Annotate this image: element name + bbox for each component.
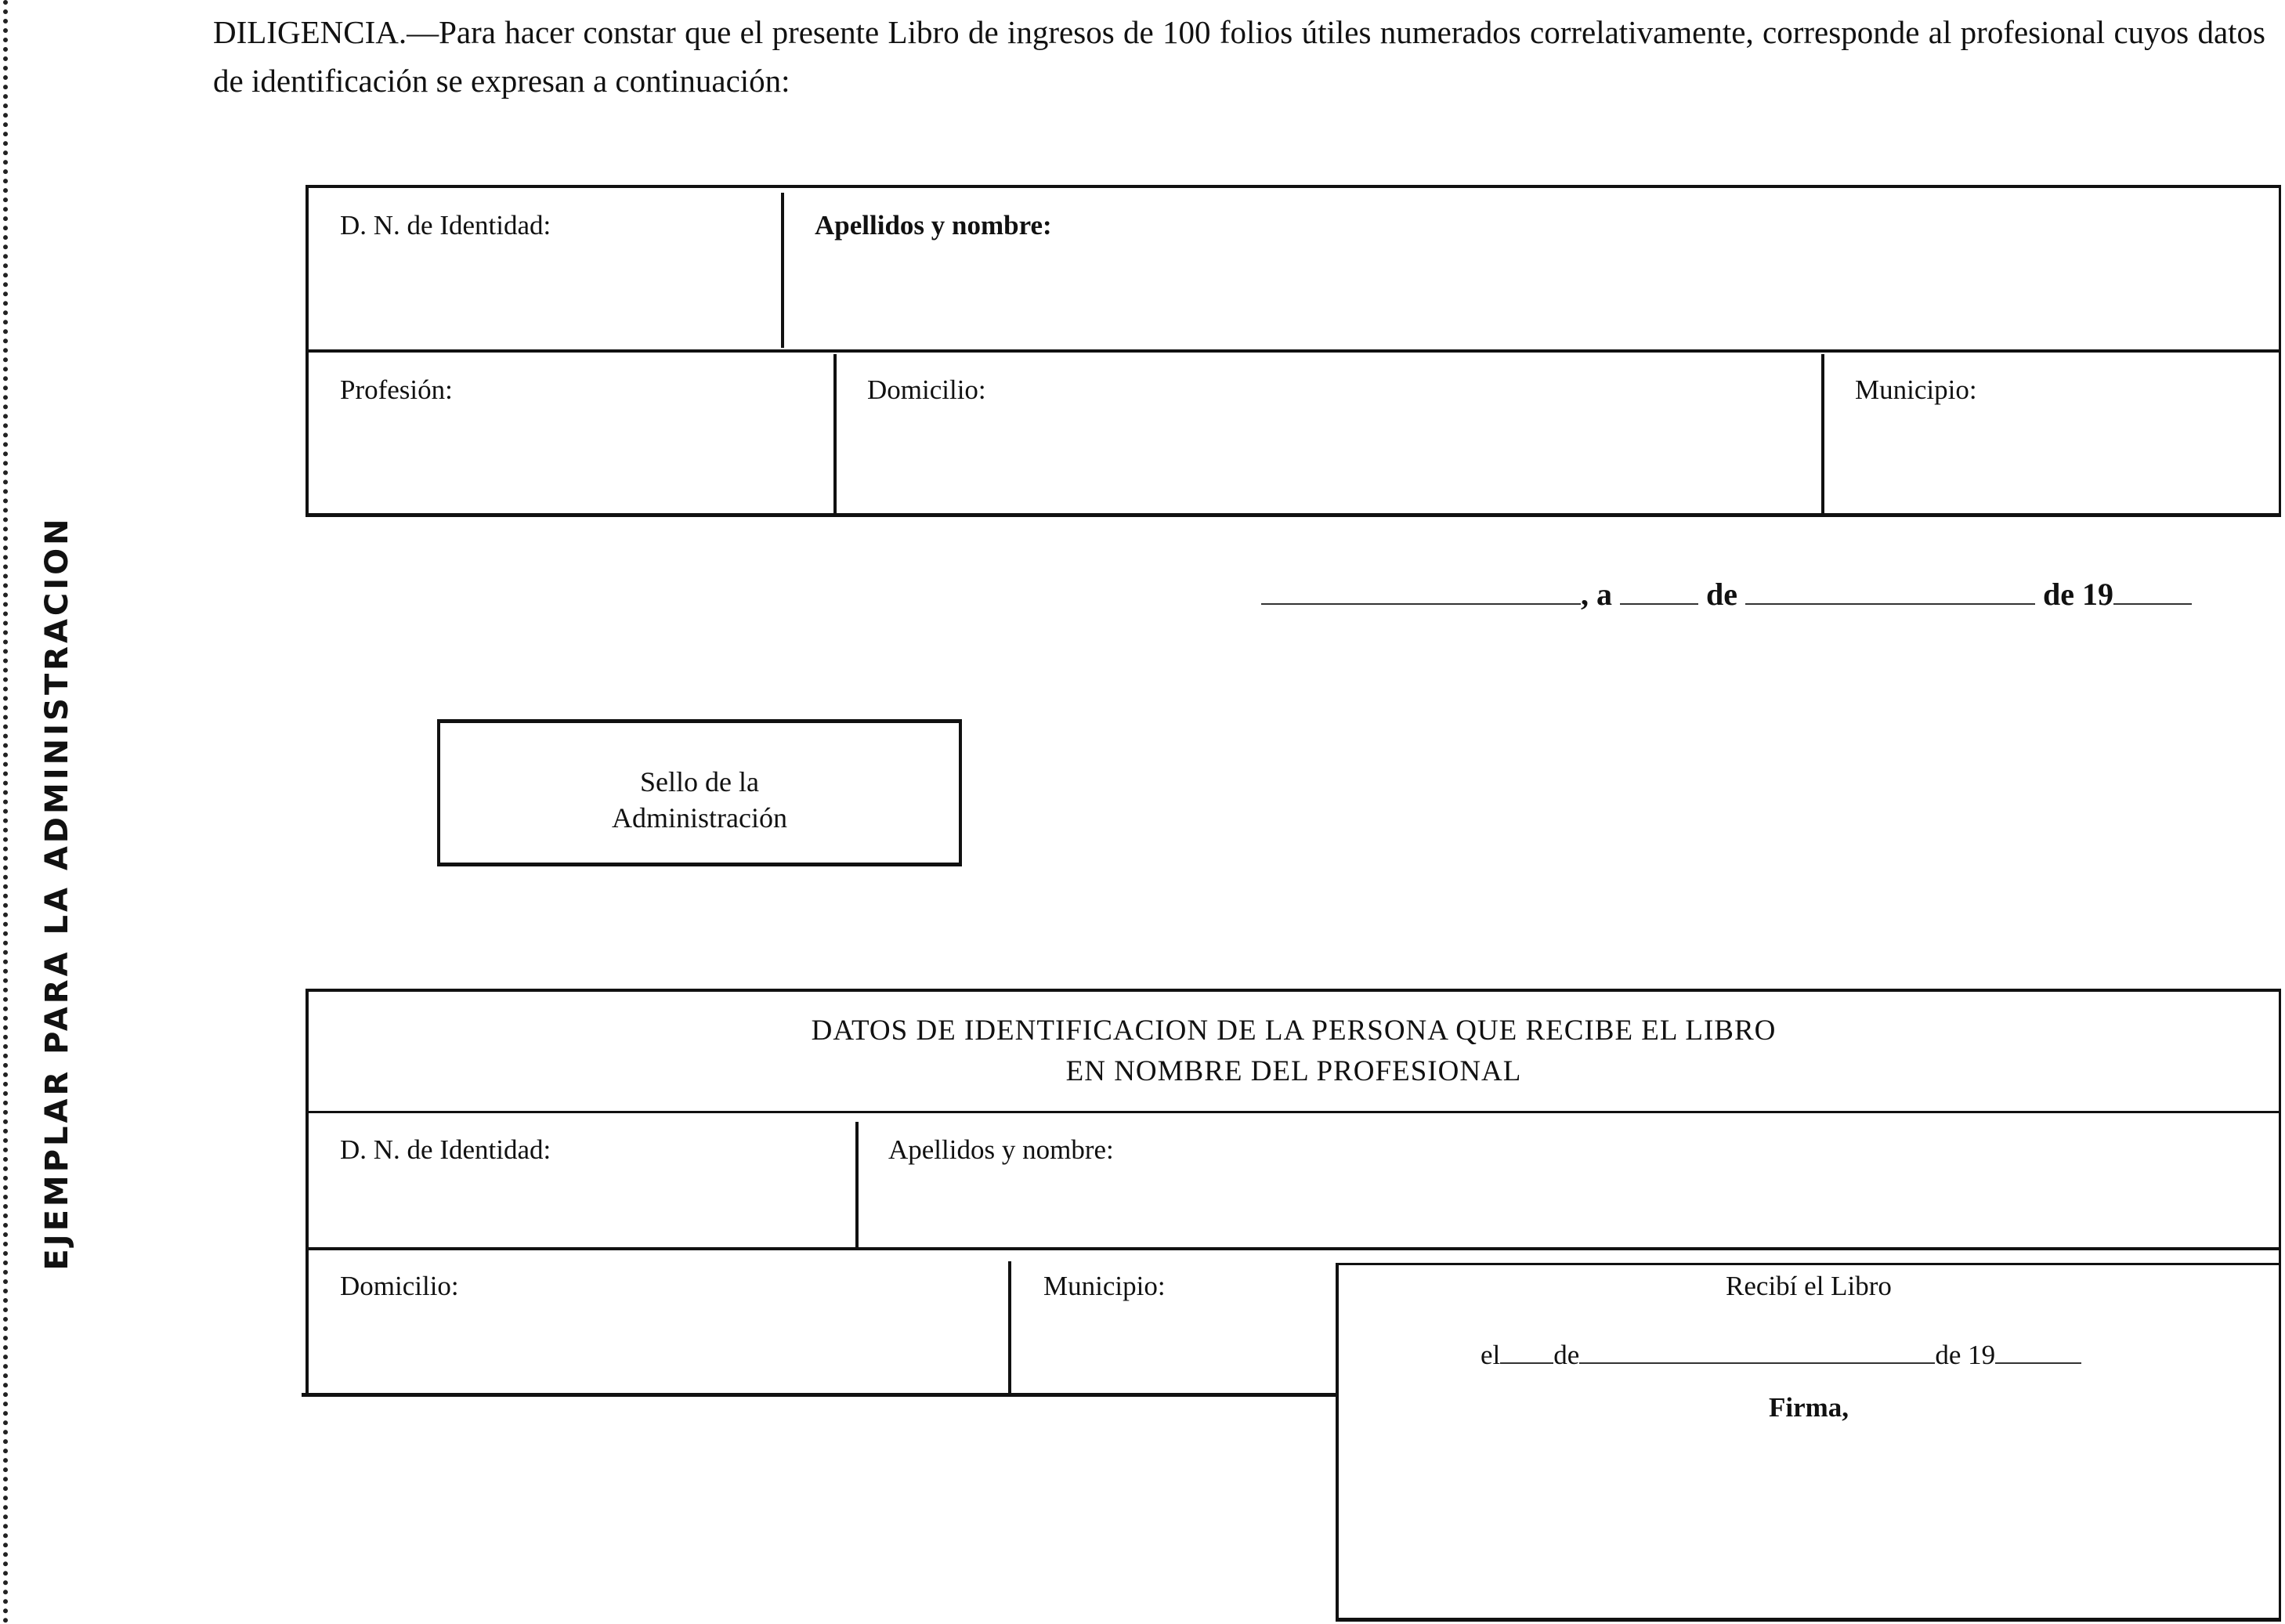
side-label: EJEMPLAR PARA LA ADMINISTRACION — [39, 515, 75, 1271]
professional-profession-field[interactable] — [340, 374, 810, 500]
recipient-name-field[interactable] — [888, 1134, 2267, 1236]
professional-municipality-field[interactable] — [1855, 374, 2262, 500]
receipt-title: Recibí el Libro — [1726, 1271, 1892, 1301]
day-blank[interactable] — [1620, 597, 1698, 605]
place-blank[interactable] — [1261, 597, 1581, 605]
year-blank[interactable] — [2113, 597, 2192, 605]
recipient-divider-2 — [1008, 1261, 1011, 1394]
receipt-day-blank[interactable] — [1500, 1356, 1553, 1364]
recipient-title-line-1: DATOS DE IDENTIFICACION DE LA PERSONA QUE RECIBE EL LIBRO — [811, 1015, 1777, 1047]
professional-divider-3 — [1821, 354, 1824, 515]
professional-row-divider — [306, 349, 2281, 353]
recipient-address-label: Domicilio: — [340, 1271, 459, 1301]
intro-keyword: DILIGENCIA. — [213, 14, 407, 50]
receipt-signature-label: Firma, — [1768, 1392, 1849, 1423]
recipient-municipality-field[interactable] — [1043, 1271, 1325, 1380]
receipt-year-blank[interactable] — [1995, 1356, 2081, 1364]
date-de: de — [1706, 577, 1737, 612]
date-line — [1261, 576, 2280, 623]
administration-seal-box — [437, 719, 962, 866]
professional-profession-label: Profesión: — [340, 374, 453, 405]
receipt-month-blank[interactable] — [1579, 1356, 1935, 1364]
professional-municipality-label: Municipio: — [1855, 374, 1977, 405]
date-a: , a — [1581, 577, 1612, 612]
professional-dni-field[interactable] — [340, 210, 763, 335]
receipt-de19: de 19 — [1935, 1340, 1996, 1370]
receipt-date-line — [1481, 1340, 2081, 1371]
professional-address-label: Domicilio: — [867, 374, 986, 405]
seal-line-2: Administración — [612, 802, 787, 834]
recipient-dni-field[interactable] — [340, 1134, 826, 1236]
receipt-signature-area[interactable] — [1347, 1441, 2264, 1606]
professional-divider-1 — [781, 193, 784, 348]
professional-name-label: Apellidos y nombre: — [815, 210, 1052, 241]
recipient-dni-label: D. N. de Identidad: — [340, 1134, 551, 1165]
recipient-title-line-2: EN NOMBRE DEL PROFESIONAL — [1065, 1055, 1522, 1087]
recipient-form-title — [309, 1011, 2279, 1105]
professional-name-field[interactable] — [815, 210, 2256, 335]
receipt-el: el — [1481, 1340, 1501, 1370]
recipient-name-label: Apellidos y nombre: — [888, 1134, 1114, 1165]
recipient-divider-1 — [855, 1122, 859, 1247]
seal-line-1: Sello de la — [640, 766, 759, 798]
perforation-edge — [3, 0, 8, 1624]
recipient-row-divider — [306, 1247, 2281, 1250]
intro-text: —Para hacer constar que el presente Libro de ingresos de 100 folios útiles numerados correlativamente, corresponde al profesional cuyos datos de identificación se expresan a continuación: — [213, 14, 2265, 99]
recipient-title-divider — [306, 1111, 2281, 1113]
receipt-de: de — [1553, 1340, 1580, 1370]
professional-dni-label: D. N. de Identidad: — [340, 210, 551, 241]
professional-address-field[interactable] — [867, 374, 1791, 500]
recipient-address-field[interactable] — [340, 1271, 982, 1380]
recipient-municipality-label: Municipio: — [1043, 1271, 1166, 1301]
month-blank[interactable] — [1745, 597, 2035, 605]
recipient-bottom-line — [302, 1393, 1337, 1397]
date-de19: de 19 — [2043, 577, 2113, 612]
intro-paragraph — [213, 8, 2265, 105]
professional-divider-2 — [833, 354, 837, 515]
